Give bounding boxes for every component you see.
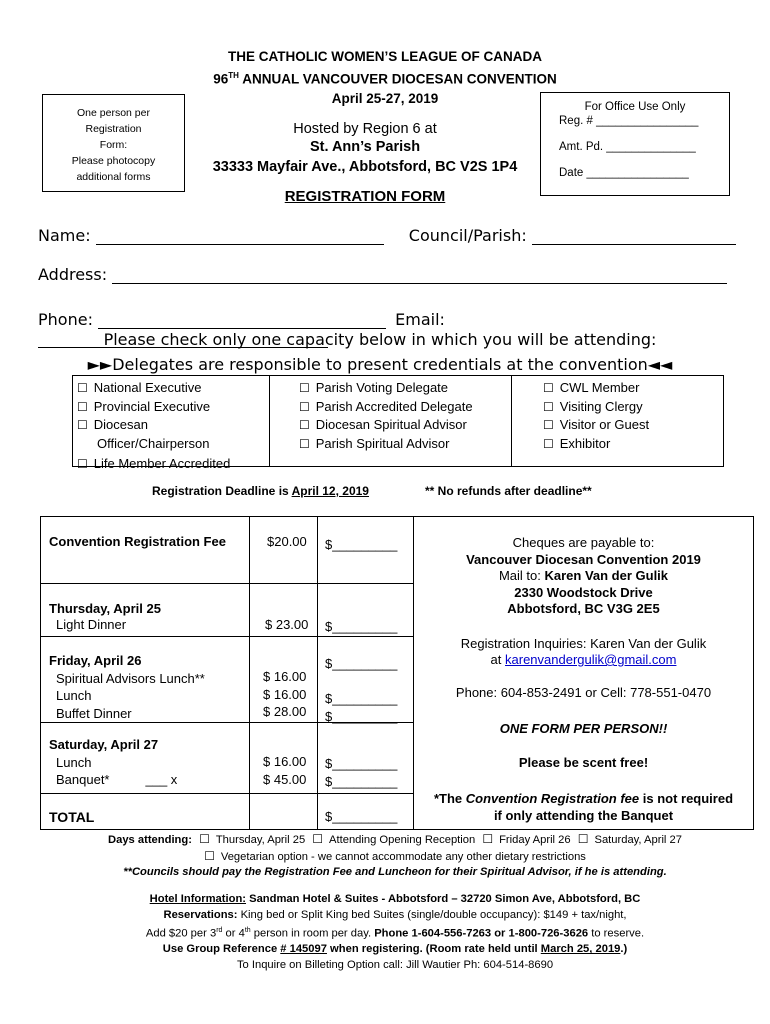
- hotel-name: Sandman Hotel & Suites - Abbotsford – 32720 Simon Ave, Abbotsford, BC: [246, 893, 641, 905]
- convention-fee-price: $20.00: [267, 534, 307, 549]
- group-reference: # 145097: [280, 943, 327, 956]
- at-label: at: [490, 652, 506, 667]
- capacity-col-1: [77, 379, 230, 474]
- extra-text: Add $20 per 3: [145, 927, 217, 940]
- friday-price: $ 16.00: [263, 669, 307, 684]
- group-text: Use Group Reference: [162, 943, 281, 956]
- option-visitor-guest[interactable]: ☐ Visitor or Guest: [543, 416, 649, 435]
- capacity-table: [72, 375, 724, 471]
- divider: [269, 376, 270, 466]
- saturday-amount[interactable]: $_________: [325, 756, 398, 771]
- address-label: Address:: [38, 265, 108, 284]
- friday-amount[interactable]: $_________: [325, 708, 398, 724]
- mail-name: Karen Van der Gulik: [544, 568, 669, 583]
- note-line: Form:: [99, 139, 128, 151]
- option-provincial-executive[interactable]: ☐ Provincial Executive: [77, 398, 230, 417]
- option-cwl-member[interactable]: ☐ CWL Member: [543, 379, 649, 398]
- email-label: Email:: [395, 310, 445, 329]
- office-title: For Office Use Only: [584, 101, 686, 113]
- office-date-field[interactable]: Date ________________: [559, 167, 689, 179]
- note-part: is not required: [639, 791, 734, 806]
- convention-fee-amount[interactable]: $_________: [325, 537, 398, 552]
- saturday-lunch: Lunch: [56, 754, 92, 770]
- extra-text: or 4: [222, 927, 245, 940]
- days-label: Days attending:: [108, 834, 192, 846]
- option-visiting-clergy[interactable]: ☐ Visiting Clergy: [543, 398, 649, 417]
- divider: [41, 636, 413, 637]
- billeting-info: To Inquire on Billeting Option call: Jill Wautier Ph: 604-514-8690: [236, 958, 554, 971]
- thursday-price: $ 23.00: [265, 617, 309, 632]
- friday-prices: [263, 668, 306, 721]
- option-parish-accredited-delegate[interactable]: ☐ Parish Accredited Delegate: [299, 398, 473, 417]
- friday-advisors-lunch: Spiritual Advisors Lunch**: [56, 670, 205, 686]
- scent-notice: Please be scent free!: [518, 754, 649, 770]
- council-input-line[interactable]: [532, 230, 736, 245]
- reservations-label: Reservations:: [163, 908, 238, 921]
- name-label: Name:: [38, 226, 91, 245]
- day-thursday[interactable]: ☐ Thursday, April 25: [199, 834, 305, 846]
- convention-fee-label: Convention Registration Fee: [49, 534, 226, 549]
- note-line: Please photocopy: [71, 155, 156, 167]
- mail-to: [414, 568, 753, 585]
- day-saturday[interactable]: ☐ Saturday, April 27: [578, 834, 682, 846]
- councils-note: **Councils should pay the Registration Fee and Luncheon for their Spiritual Advisor, if he is attending.: [123, 866, 667, 878]
- reservations-text: King bed or Split King bed Suites (single/double occupancy): $149 + tax/night,: [237, 908, 627, 921]
- form-title: REGISTRATION FORM: [284, 188, 446, 205]
- friday-amount[interactable]: $_________: [325, 656, 398, 671]
- thursday-section: [49, 601, 161, 633]
- option-diocesan-spiritual-advisor[interactable]: ☐ Diocesan Spiritual Advisor: [299, 416, 473, 435]
- friday-price: $ 28.00: [263, 704, 307, 719]
- saturday-amounts: [325, 755, 397, 790]
- hotel-name-row: [40, 892, 750, 908]
- thursday-light-dinner: Light Dinner: [56, 617, 127, 632]
- option-parish-voting-delegate[interactable]: ☐ Parish Voting Delegate: [299, 379, 473, 398]
- total-amount[interactable]: $_________: [325, 809, 398, 824]
- saturday-price: $ 45.00: [263, 771, 307, 787]
- group-text: when registering. (Room rate held until: [326, 943, 541, 956]
- fees-table: [40, 516, 754, 830]
- note-part: Convention Registration fee: [465, 791, 640, 806]
- cheques-label: Cheques are payable to:: [512, 535, 655, 550]
- option-life-member[interactable]: ☐ Life Member Accredited: [77, 455, 230, 474]
- friday-buffet-dinner: Buffet Dinner: [56, 705, 132, 721]
- name-input-line[interactable]: [96, 230, 384, 245]
- saturday-amount[interactable]: $_________: [325, 773, 398, 789]
- total-label: TOTAL: [49, 809, 95, 825]
- note-line: Registration: [85, 123, 142, 135]
- option-diocesan[interactable]: ☐ Diocesan: [77, 416, 230, 435]
- inquiries-email-link[interactable]: karenvandergulik@gmail.com: [505, 652, 677, 667]
- reservations-row: [40, 908, 750, 924]
- convention-name: ANNUAL VANCOUVER DIOCESAN CONVENTION: [238, 71, 557, 87]
- council-label: Council/Parish:: [408, 226, 527, 245]
- registration-deadline: [152, 484, 369, 498]
- saturday-prices: [263, 753, 306, 788]
- banquet-note: [414, 791, 753, 808]
- group-reference-row: [40, 942, 750, 958]
- hotel-phones: Phone 1-604-556-7263 or 1-800-726-3626: [374, 927, 589, 940]
- divider: [317, 517, 318, 829]
- divider: [41, 793, 413, 794]
- photocopy-note: [42, 94, 185, 192]
- friday-amount[interactable]: $_________: [325, 691, 398, 706]
- org-name: THE CATHOLIC WOMEN’S LEAGUE OF CANADA: [228, 49, 542, 64]
- divider: [511, 376, 512, 466]
- extra-sup: th: [244, 927, 251, 934]
- host-parish: St. Ann’s Parish: [309, 139, 421, 155]
- address-input-line[interactable]: [112, 269, 727, 284]
- hosted-by: Hosted by Region 6 at: [293, 121, 437, 137]
- banquet-quantity[interactable]: ___ x: [145, 772, 178, 787]
- inquiries-phone: Phone: 604-853-2491 or Cell: 778-551-0470: [455, 684, 712, 700]
- capacity-col-3: [543, 379, 649, 453]
- phone-label: Phone:: [38, 310, 93, 329]
- friday-section: [49, 652, 205, 722]
- group-date: March 25, 2019: [540, 943, 621, 956]
- thursday-amount[interactable]: $_________: [325, 619, 398, 634]
- name-row: [38, 226, 738, 245]
- phone-input-line[interactable]: [98, 314, 386, 329]
- days-row: [40, 832, 750, 849]
- hotel-label: Hotel Information:: [149, 893, 247, 905]
- option-parish-spiritual-advisor[interactable]: ☐ Parish Spiritual Advisor: [299, 435, 473, 454]
- days-attending: [40, 832, 750, 881]
- saturday-section: [49, 736, 177, 789]
- deadline-label: Registration Deadline is: [152, 484, 292, 498]
- host-address: 33333 Mayfair Ave., Abbotsford, BC V2S 1P4: [212, 159, 518, 175]
- friday-label: Friday, April 26: [49, 653, 142, 668]
- group-text: .): [620, 943, 628, 956]
- office-reg-field[interactable]: Reg. # ________________: [559, 115, 699, 127]
- convention-ordinal: 96: [213, 71, 229, 87]
- thursday-label: Thursday, April 25: [49, 601, 161, 616]
- option-national-executive[interactable]: ☐ National Executive: [77, 379, 230, 398]
- option-diocesan-officer: Officer/Chairperson: [97, 435, 210, 451]
- day-friday[interactable]: ☐ Friday April 26: [482, 834, 570, 846]
- friday-lunch: Lunch: [56, 688, 92, 703]
- banquet-note-2: if only attending the Banquet: [493, 807, 674, 823]
- saturday-banquet: [49, 771, 177, 789]
- mail-city: Abbotsford, BC V3G 2E5: [507, 601, 660, 616]
- divider: [41, 583, 413, 584]
- note-line: One person per: [77, 107, 150, 119]
- address-row: [38, 265, 738, 284]
- capacity-instruction: Please check only one capacity below in which you will be attending:: [103, 330, 657, 349]
- mail-street: 2330 Woodstock Drive: [514, 584, 653, 600]
- saturday-price: $ 16.00: [263, 754, 307, 769]
- inquiries: Registration Inquiries: Karen Van der Gulik: [460, 635, 707, 651]
- day-opening-reception[interactable]: ☐ Attending Opening Reception: [312, 834, 475, 846]
- host-info: [195, 120, 535, 176]
- refund-notice: ** No refunds after deadline**: [425, 484, 592, 498]
- banquet-label: Banquet*: [56, 772, 110, 787]
- extra-sup: rd: [216, 927, 223, 934]
- friday-price: $ 16.00: [263, 686, 307, 702]
- extra-person-row: [40, 923, 750, 942]
- payment-info: [414, 535, 753, 824]
- convention-ordinal-suffix: TH: [228, 71, 239, 80]
- deadline-date: April 12, 2019: [291, 484, 369, 498]
- note-part: *The: [433, 791, 466, 806]
- payee: Vancouver Diocesan Convention 2019: [466, 551, 701, 567]
- inquiries-email-row: [414, 652, 753, 669]
- mail-label: Mail to:: [498, 568, 545, 583]
- capacity-col-2: [299, 379, 473, 453]
- saturday-label: Saturday, April 27: [49, 737, 159, 752]
- convention-title: [100, 66, 670, 89]
- friday-amounts: [325, 655, 397, 725]
- hotel-info: [40, 892, 750, 973]
- extra-text: person in room per day.: [250, 927, 375, 940]
- option-exhibitor[interactable]: ☐ Exhibitor: [543, 435, 649, 454]
- convention-dates: April 25-27, 2019: [331, 90, 439, 106]
- note-line: additional forms: [76, 171, 151, 183]
- vegetarian-option[interactable]: ☐ Vegetarian option - we cannot accommodate any other dietary restrictions: [204, 851, 586, 863]
- extra-text: to reserve.: [588, 927, 645, 940]
- office-amount-field[interactable]: Amt. Pd. ______________: [559, 141, 696, 153]
- divider: [249, 517, 250, 829]
- delegates-notice: ►►Delegates are responsible to present credentials at the convention◄◄: [87, 355, 673, 374]
- one-form-notice: ONE FORM PER PERSON!!: [499, 721, 668, 736]
- office-use-box: [540, 92, 730, 196]
